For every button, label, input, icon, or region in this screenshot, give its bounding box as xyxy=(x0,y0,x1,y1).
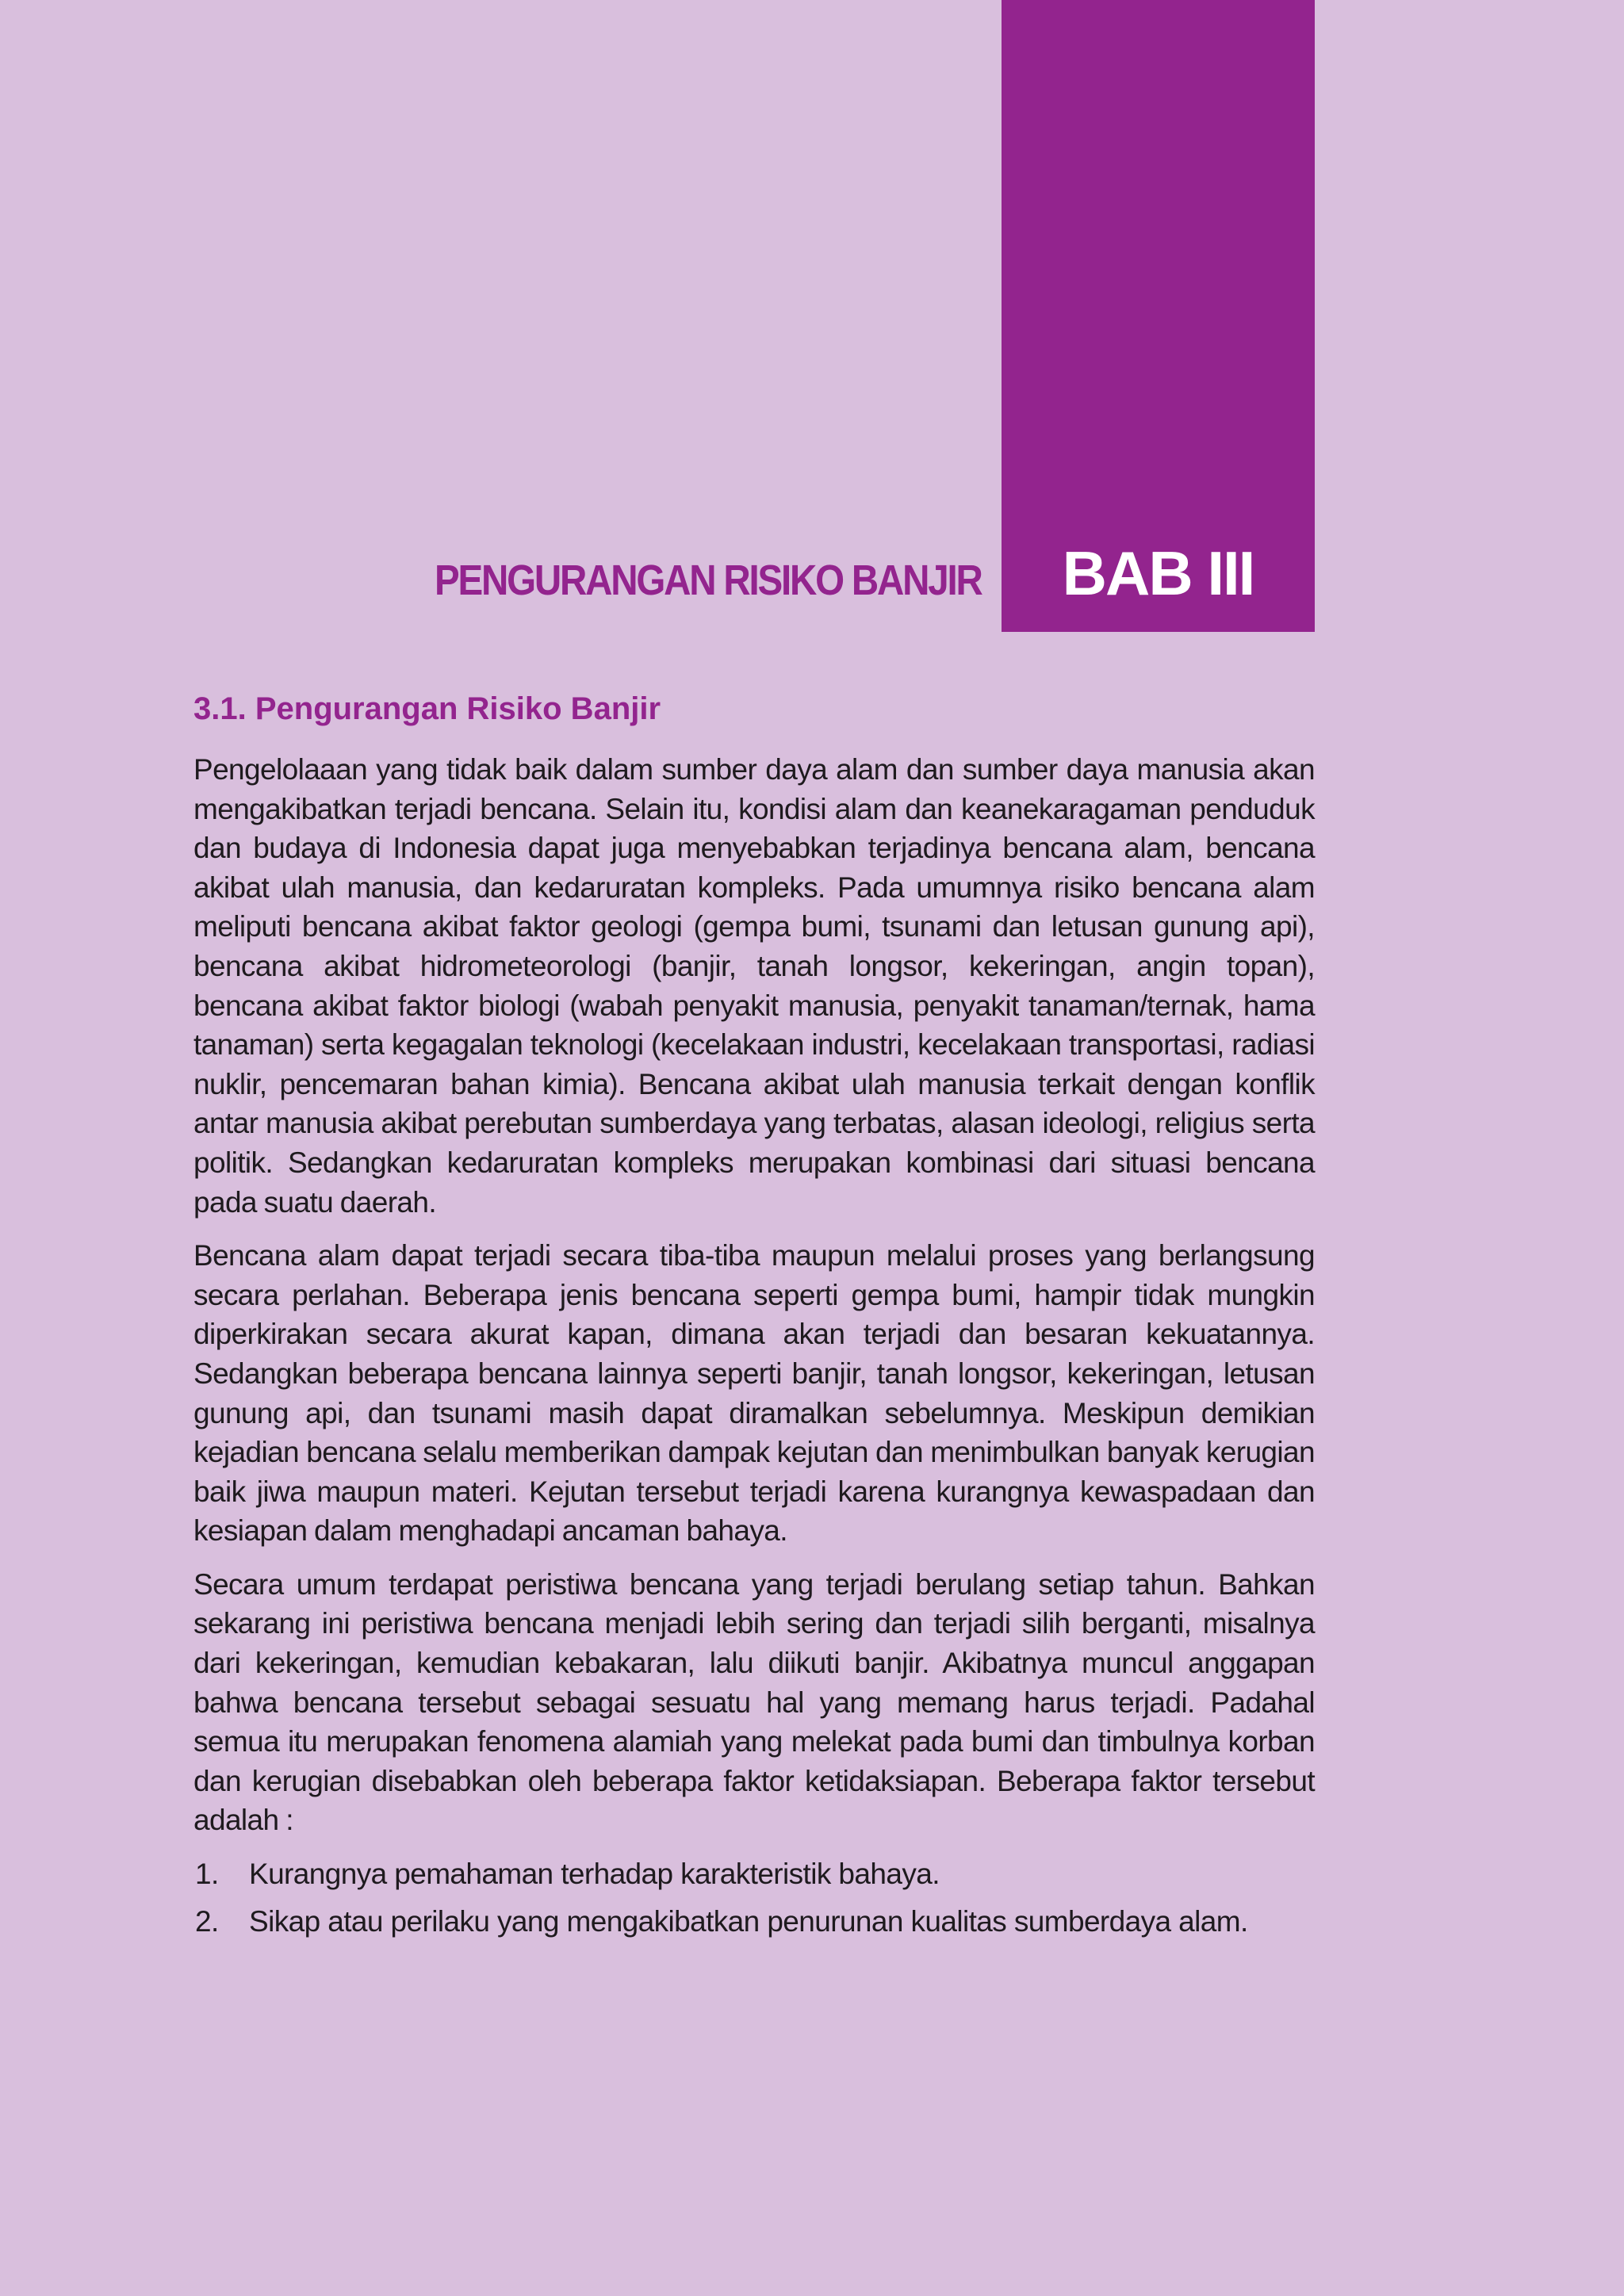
list-item-text: Sikap atau perilaku yang mengakibatkan penurunan kualitas sumberdaya alam. xyxy=(249,1904,1248,1938)
chapter-title: PENGURANGAN RISIKO BANJIR xyxy=(435,557,982,604)
chapter-banner xyxy=(1002,0,1315,632)
section-content xyxy=(193,688,1315,1949)
paragraph-2: Bencana alam dapat terjadi secara tiba-tiba maupun melalui proses yang berlangsung secara perlahan. Beberapa jenis bencana seperti gempa bumi, hampir tidak mungkin diperkirakan secara akurat kapan, dimana akan terjadi dan besaran kekuatannya. Sedangkan beberapa bencana lainnya seperti banjir, tanah longsor, kekeringan, letusan gunung api, dan tsunami masih dapat diramalkan sebelumnya. Meskipun demikian kejadian bencana selalu memberikan dampak kejutan dan menimbulkan banyak kerugian baik jiwa maupun materi. Kejutan tersebut terjadi karena kurangnya kewaspadaan dan kesiapan dalam menghadapi ancaman bahaya. xyxy=(193,1239,1315,1548)
paragraph-3: Secara umum terdapat peristiwa bencana yang terjadi berulang setiap tahun. Bahkan sekarang ini peristiwa bencana menjadi lebih sering dan terjadi silih berganti, misalnya dari kekeringan, kemudian kebakaran, lalu diikuti banjir. Akibatnya muncul anggapan bahwa bencana tersebut sebagai sesuatu hal yang memang harus terjadi. Padahal semua itu merupakan fenomena alamiah yang melekat pada bumi dan timbulnya korban dan kerugian disebabkan oleh beberapa faktor ketidaksiapan. Beberapa faktor tersebut adalah : xyxy=(193,1567,1315,1837)
factor-list xyxy=(193,1854,1315,1941)
list-item-number: 2. xyxy=(195,1904,219,1938)
list-item xyxy=(193,1854,1315,1894)
chapter-number: BAB III xyxy=(1062,538,1254,608)
list-item xyxy=(193,1902,1315,1942)
list-item-text: Kurangnya pemahaman terhadap karakteristik bahaya. xyxy=(249,1858,940,1891)
paragraph-1: Pengelolaaan yang tidak baik dalam sumber daya alam dan sumber daya manusia akan mengakibatkan terjadi bencana. Selain itu, kondisi alam dan keanekaragaman penduduk dan budaya di Indonesia dapat juga menyebabkan terjadinya bencana alam, bencana akibat ulah manusia, dan kedaruratan kompleks. Pada umumnya risiko bencana alam meliputi bencana akibat faktor geologi (gempa bumi, tsunami dan letusan gunung api), bencana akibat hidrometeorologi (banjir, tanah longsor, kekeringan, angin topan), bencana akibat faktor biologi (wabah penyakit manusia, penyakit tanaman/ternak, hama tanaman) serta kegagalan teknologi (kecelakaan industri, kecelakaan transportasi, radiasi nuklir, pencemaran bahan kimia). Bencana akibat ulah manusia terkait dengan konflik antar manusia akibat perebutan sumberdaya yang terbatas, alasan ideologi, religius serta politik. Sedangkan kedaruratan kompleks merupakan kombinasi dari situasi bencana pada suatu daerah. xyxy=(193,753,1315,1219)
list-item-number: 1. xyxy=(195,1858,219,1891)
section-heading: 3.1. Pengurangan Risiko Banjir xyxy=(193,691,661,726)
